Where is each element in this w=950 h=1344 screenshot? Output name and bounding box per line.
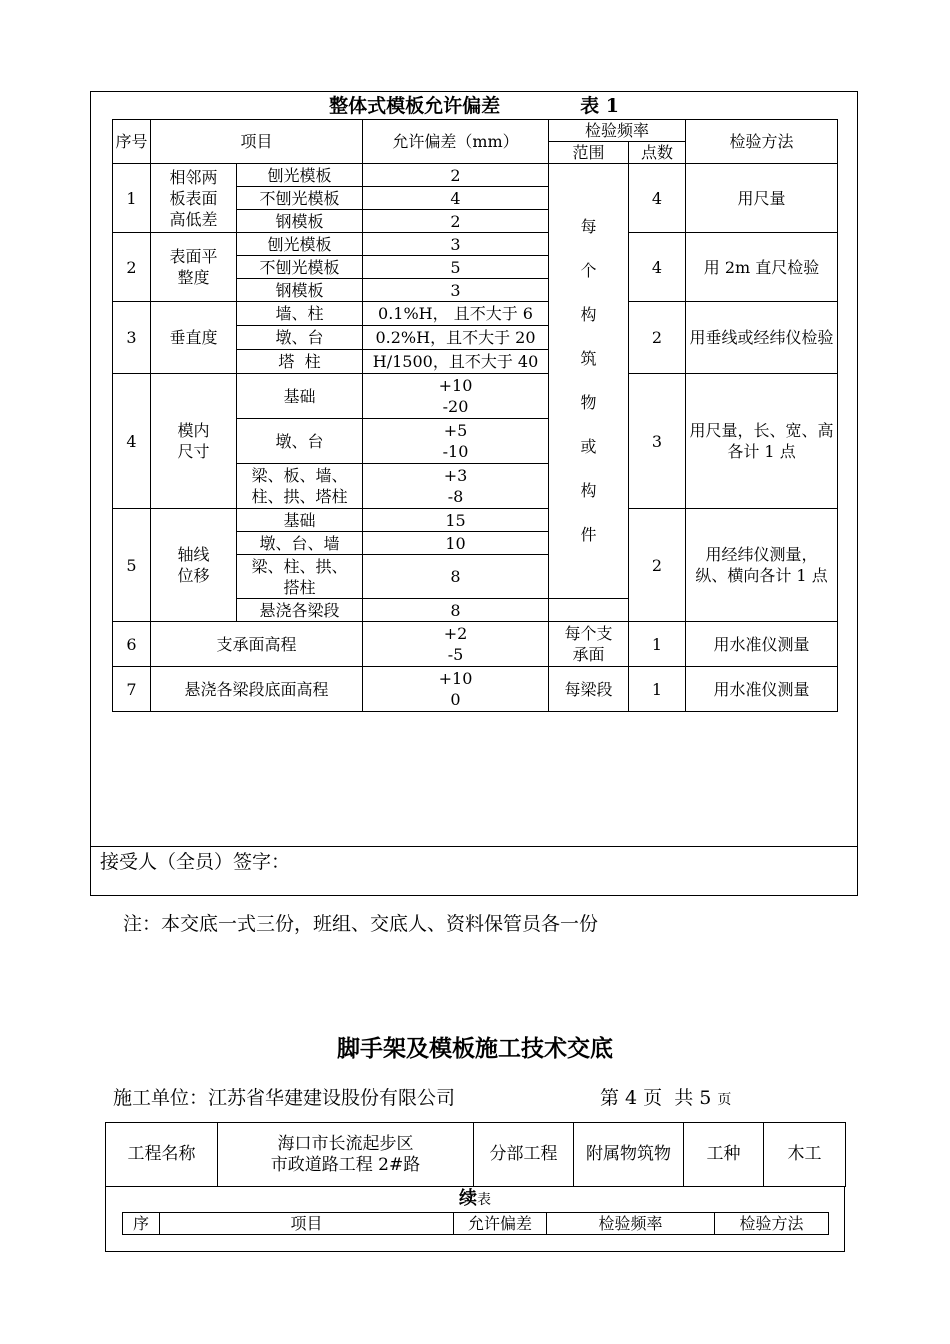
tol-upper: +3 — [443, 466, 468, 485]
header-item: 项目 — [151, 120, 363, 164]
row1-item: 相邻两板表面高低差 — [151, 164, 237, 233]
construction-unit: 施工单位：江苏省华建建设股份有限公司 — [113, 1087, 456, 1109]
row5-tol: 10 — [363, 532, 549, 555]
t2-header-freq: 检验频率 — [547, 1213, 715, 1235]
row7-points: 1 — [629, 667, 686, 712]
row2-tol: 3 — [363, 233, 549, 256]
page-suffix: 页 — [717, 1092, 732, 1108]
signature-divider — [90, 846, 858, 847]
project-name-line1: 海口市长流起步区 — [277, 1133, 414, 1154]
row6-method: 用水准仪测量 — [686, 622, 838, 667]
row2-method: 用 2m 直尺检验 — [686, 233, 838, 302]
project-name-label: 工程名称 — [106, 1123, 218, 1187]
signature-label: 接受人（全员）签字： — [100, 851, 291, 873]
row5-tol: 15 — [363, 509, 549, 532]
row5-seq: 5 — [113, 509, 151, 622]
row4-sub: 墩、台 — [237, 419, 363, 464]
tol-lower: -10 — [442, 442, 469, 461]
table1-title-text: 整体式模板允许偏差 — [329, 95, 501, 117]
row3-tol: 0.1%H， 且不大于 6 — [363, 302, 549, 326]
table-row — [113, 622, 838, 667]
row6-range: 每个支承面 — [549, 622, 629, 667]
division-value: 附属物筑物 — [574, 1123, 684, 1187]
table-row — [113, 667, 838, 712]
row5-sub: 墩、台、墙 — [237, 532, 363, 555]
header-range: 范围 — [549, 142, 629, 164]
row1-seq: 1 — [113, 164, 151, 233]
range-char: 每 — [580, 217, 597, 236]
row2-tol: 5 — [363, 256, 549, 279]
note-text: 注：本交底一式三份，班组、交底人、资料保管员各一份 — [123, 913, 599, 935]
row4-seq: 4 — [113, 374, 151, 509]
row5-method: 用经纬仪测量，纵、横向各计 1 点 — [686, 509, 838, 622]
range-char: 构 — [580, 305, 597, 324]
row1-tol: 2 — [363, 164, 549, 187]
range-char: 或 — [580, 437, 597, 456]
range-char: 个 — [580, 261, 597, 280]
document-title: 脚手架及模板施工技术交底 — [337, 1035, 613, 1062]
trade-value: 木工 — [764, 1123, 846, 1187]
row4-item: 模内尺寸 — [151, 374, 237, 509]
t2-header-item: 项目 — [160, 1213, 454, 1235]
row2-points: 4 — [629, 233, 686, 302]
page-number: 第 4 页 共 5 — [600, 1087, 718, 1109]
row3-sub: 墩、台 — [237, 326, 363, 350]
row1-sub: 不刨光模板 — [237, 187, 363, 210]
row6-points: 1 — [629, 622, 686, 667]
continued-small: 表 — [477, 1192, 491, 1208]
row6-item: 支承面高程 — [151, 622, 363, 667]
row1-sub: 钢模板 — [237, 210, 363, 233]
row5-tol: 8 — [363, 599, 549, 622]
row5-sub: 梁、柱、拱、搭柱 — [237, 555, 363, 599]
row4-sub: 基础 — [237, 374, 363, 419]
row6-seq: 6 — [113, 622, 151, 667]
row5-tol: 8 — [363, 555, 549, 599]
row6-tol — [363, 622, 549, 667]
row7-method: 用水准仪测量 — [686, 667, 838, 712]
project-name-line2: 市政道路工程 2#路 — [270, 1154, 421, 1175]
page-info — [600, 1084, 731, 1114]
row4-sub: 梁、板、墙、柱、拱、塔柱 — [237, 464, 363, 509]
table-row — [113, 233, 838, 256]
tol-upper: +5 — [443, 421, 468, 440]
header-points: 点数 — [629, 142, 686, 164]
row2-seq: 2 — [113, 233, 151, 302]
row2-sub: 不刨光模板 — [237, 256, 363, 279]
project-info-table — [105, 1122, 846, 1187]
project-name-value — [218, 1123, 474, 1187]
row5-sub: 悬浇各梁段 — [237, 599, 363, 622]
row1-method: 用尺量 — [686, 164, 838, 233]
row3-tol: H/1500，且不大于 40 — [363, 350, 549, 374]
tol-lower: -20 — [442, 397, 469, 416]
tol-upper: +2 — [443, 624, 468, 643]
trade-label: 工种 — [684, 1123, 764, 1187]
row3-item: 垂直度 — [151, 302, 237, 374]
row1-tol: 2 — [363, 210, 549, 233]
range-char: 物 — [580, 393, 597, 412]
row4-method: 用尺量，长、宽、高各计 1 点 — [686, 374, 838, 509]
row3-sub: 墙、柱 — [237, 302, 363, 326]
row5-sub: 基础 — [237, 509, 363, 532]
tol-lower: 0 — [450, 690, 461, 709]
row4-tol — [363, 374, 549, 419]
table1-label: 表 1 — [580, 95, 619, 117]
row2-sub: 钢模板 — [237, 279, 363, 302]
row3-seq: 3 — [113, 302, 151, 374]
range-char: 筑 — [580, 349, 597, 368]
row1-points: 4 — [629, 164, 686, 233]
row1-tol: 4 — [363, 187, 549, 210]
row4-tol — [363, 419, 549, 464]
table1-title — [90, 92, 858, 120]
row3-tol: 0.2%H，且不大于 20 — [363, 326, 549, 350]
table-header-row — [113, 120, 838, 142]
tol-upper: +10 — [438, 376, 473, 395]
t2-header-method: 检验方法 — [715, 1213, 829, 1235]
row1-sub: 刨光模板 — [237, 164, 363, 187]
tol-upper: +10 — [438, 669, 473, 688]
header-method: 检验方法 — [686, 120, 838, 164]
table-row — [113, 374, 838, 419]
range-vertical — [549, 164, 629, 599]
continued-table-header — [122, 1212, 829, 1235]
header-freq: 检验频率 — [549, 120, 686, 142]
row4-points: 3 — [629, 374, 686, 509]
row3-points: 2 — [629, 302, 686, 374]
t2-header-tolerance: 允许偏差 — [454, 1213, 547, 1235]
row7-item: 悬浇各梁段底面高程 — [151, 667, 363, 712]
row4-tol — [363, 464, 549, 509]
row2-sub: 刨光模板 — [237, 233, 363, 256]
continued-main: 续 — [459, 1188, 477, 1209]
tol-lower: -8 — [447, 487, 464, 506]
row5-points: 2 — [629, 509, 686, 622]
table-header-row — [123, 1213, 829, 1235]
row7-tol — [363, 667, 549, 712]
header-tolerance: 允许偏差（mm） — [363, 120, 549, 164]
row2-item: 表面平整度 — [151, 233, 237, 302]
tolerance-table — [112, 119, 838, 712]
table-row — [113, 302, 838, 326]
project-info-row — [106, 1123, 846, 1187]
row3-sub: 塔 柱 — [237, 350, 363, 374]
range-char: 件 — [580, 525, 597, 544]
row5-item: 轴线位移 — [151, 509, 237, 622]
tol-lower: -5 — [447, 645, 464, 664]
division-label: 分部工程 — [474, 1123, 574, 1187]
row7-range: 每梁段 — [549, 667, 629, 712]
row2-tol: 3 — [363, 279, 549, 302]
table-row — [113, 509, 838, 532]
table-row — [113, 164, 838, 187]
range-char: 构 — [580, 481, 597, 500]
row3-method: 用垂线或经纬仪检验 — [686, 302, 838, 374]
t2-header-seq: 序 — [123, 1213, 160, 1235]
header-seq: 序号 — [113, 120, 151, 164]
continued-label — [105, 1188, 845, 1211]
row7-seq: 7 — [113, 667, 151, 712]
